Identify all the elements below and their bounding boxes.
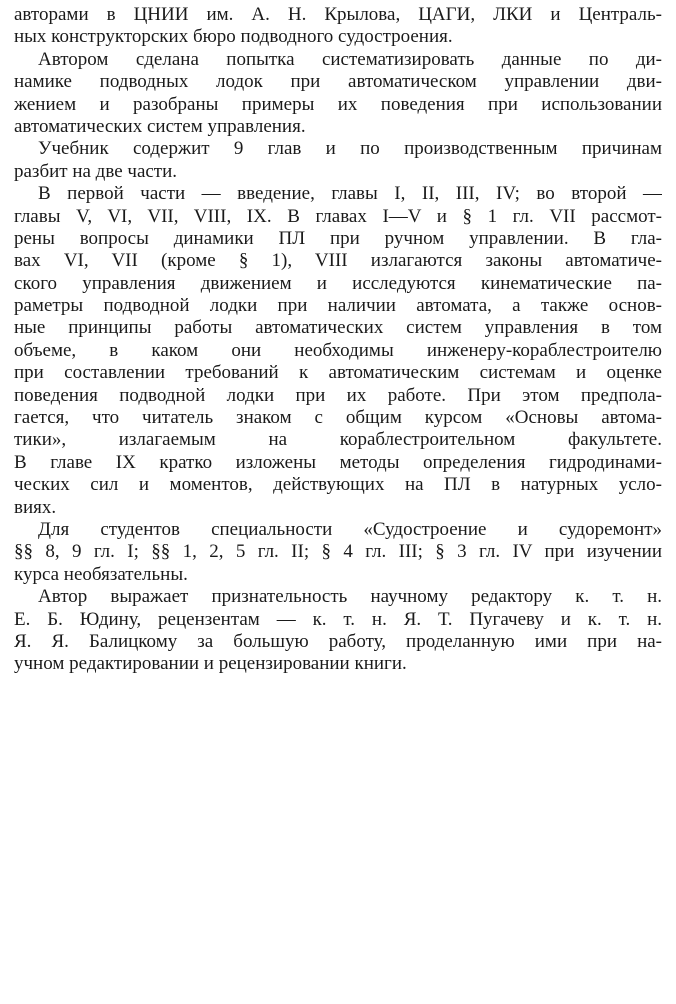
text-line: намике подводных лодок при автоматическом управлении дви- bbox=[14, 71, 662, 93]
text-line: Е. Б. Юдину, рецензентам — к. т. н. Я. Т. Пугачеву и к. т. н. bbox=[14, 608, 662, 630]
text-line: гается, что читатель знаком с общим курсом «Основы автома- bbox=[14, 407, 662, 429]
text-line: автоматических систем управления. bbox=[14, 115, 306, 137]
body-text bbox=[14, 4, 662, 676]
text-line: разбит на две части. bbox=[14, 160, 178, 182]
text-line: ные принципы работы автоматических систем управления в том bbox=[14, 317, 662, 339]
paragraph bbox=[14, 586, 662, 676]
paragraph bbox=[14, 138, 662, 183]
text-line: §§ 8, 9 гл. I; §§ 1, 2, 5 гл. II; § 4 гл. III; § 3 гл. IV при изучении bbox=[14, 541, 662, 563]
text-line: ных конструкторских бюро подводного судостроения. bbox=[14, 26, 453, 48]
text-line: вах VI, VII (кроме § 1), VIII излагаются законы автоматиче- bbox=[14, 250, 662, 272]
text-line: поведения подводной лодки при их работе. При этом предпола- bbox=[14, 384, 662, 406]
text-line: объеме, в каком они необходимы инженеру-кораблестроителю bbox=[14, 339, 662, 361]
text-line: раметры подводной лодки при наличии автомата, а также основ- bbox=[14, 295, 662, 317]
text-line: курса необязательны. bbox=[14, 563, 188, 585]
text-line: В главе IX кратко изложены методы определения гидродинами- bbox=[14, 451, 662, 473]
paragraph bbox=[14, 4, 662, 49]
text-line: ского управления движением и исследуются кинематические па- bbox=[14, 272, 662, 294]
text-line: Учебник содержит 9 глав и по производственным причинам bbox=[38, 138, 662, 160]
text-line: тики», излагаемым на кораблестроительном факультете. bbox=[14, 429, 662, 451]
text-line: виях. bbox=[14, 496, 57, 518]
text-line: Для студентов специальности «Судостроение и судоремонт» bbox=[38, 518, 662, 540]
text-line: учном редактировании и рецензировании книги. bbox=[14, 653, 407, 675]
paragraph bbox=[14, 519, 662, 586]
text-line: авторами в ЦНИИ им. А. Н. Крылова, ЦАГИ, ЛКИ и Централь- bbox=[14, 4, 662, 25]
text-line: жением и разобраны примеры их поведения при использовании bbox=[14, 93, 662, 115]
text-line: рены вопросы динамики ПЛ при ручном управлении. В гла- bbox=[14, 227, 662, 249]
text-line: Я. Я. Балицкому за большую работу, проделанную ими при на- bbox=[14, 630, 662, 652]
paragraph bbox=[14, 49, 662, 139]
paragraph bbox=[14, 183, 662, 519]
text-line: ческих сил и моментов, действующих на ПЛ в натурных усло- bbox=[14, 474, 662, 496]
text-line: В первой части — введение, главы I, II, III, IV; во второй — bbox=[38, 183, 662, 205]
text-line: Автором сделана попытка систематизировать данные по ди- bbox=[38, 48, 662, 70]
text-line: при составлении требований к автоматическим системам и оценке bbox=[14, 362, 662, 384]
text-line: Автор выражает признательность научному редактору к. т. н. bbox=[38, 586, 662, 608]
text-line: главы V, VI, VII, VIII, IX. В главах I—V и § 1 гл. VII рассмот- bbox=[14, 205, 662, 227]
